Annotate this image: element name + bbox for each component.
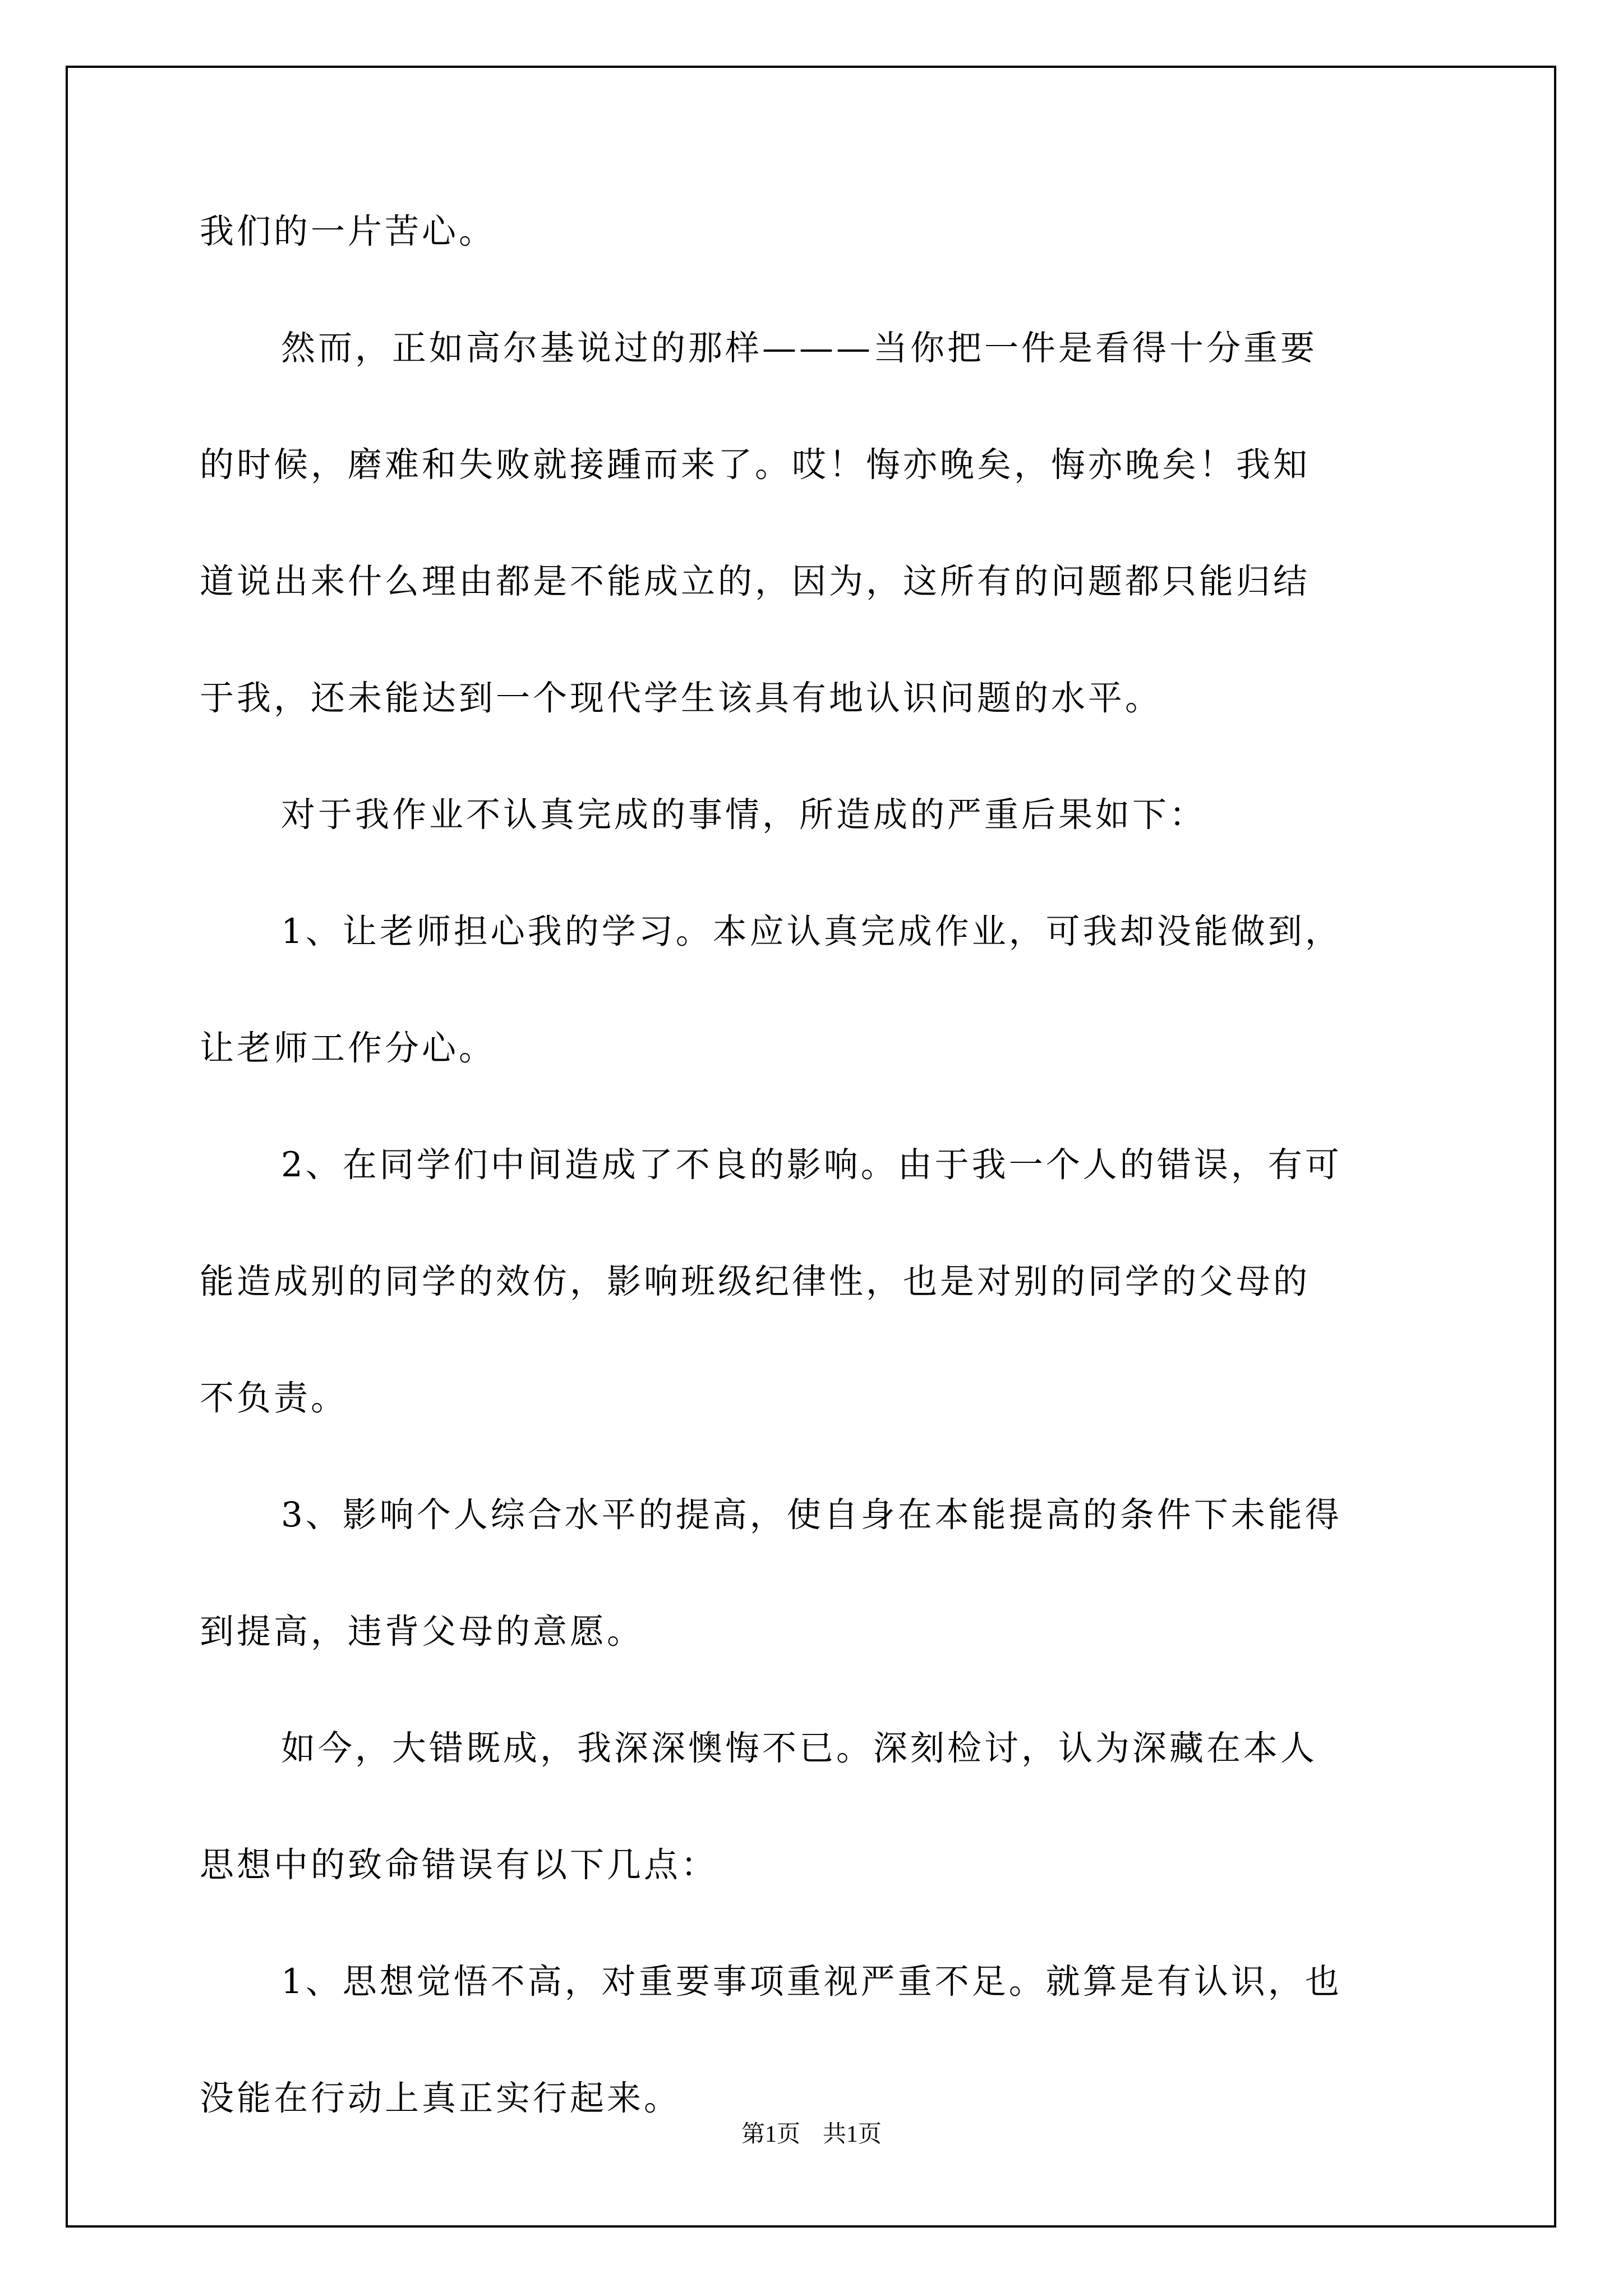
text-line: 3、影响个人综合水平的提高，使自身在本能提高的条件下未能得 — [281, 1495, 1342, 1535]
total-pages-label: 共1页 — [823, 2122, 882, 2147]
text-line: 到提高，违背父母的意愿。 — [200, 1612, 644, 1651]
text-line: 道说出来什么理由都是不能成立的，因为，这所有的问题都只能归结 — [200, 562, 1311, 601]
text-line: 于我，还未能达到一个现代学生该具有地认识问题的水平。 — [200, 678, 1163, 718]
text-line: 1、思想觉悟不高，对重要事项重视严重不足。就算是有认识，也 — [281, 1962, 1342, 2001]
text-line: 对于我作业不认真完成的事情，所造成的严重后果如下： — [281, 795, 1207, 835]
text-line: 我们的一片苦心。 — [200, 211, 496, 251]
text-line: 然而，正如高尔基说过的那样———当你把一件是看得十分重要 — [281, 328, 1318, 368]
text-line: 不负责。 — [200, 1378, 348, 1418]
text-line: 的时候，磨难和失败就接踵而来了。哎！悔亦晚矣，悔亦晚矣！我知 — [200, 445, 1311, 485]
page-footer — [0, 2120, 1623, 2148]
text-line: 让老师工作分心。 — [200, 1028, 496, 1068]
text-line: 2、在同学们中间造成了不良的影响。由于我一个人的错误，有可 — [281, 1145, 1342, 1185]
text-line: 没能在行动上真正实行起来。 — [200, 2078, 681, 2118]
current-page-label: 第1页 — [741, 2122, 800, 2147]
text-line: 能造成别的同学的效仿，影响班级纪律性，也是对别的同学的父母的 — [200, 1262, 1311, 1301]
text-line: 如今，大错既成，我深深懊悔不已。深刻检讨，认为深藏在本人 — [281, 1728, 1318, 1768]
text-line: 思想中的致命错误有以下几点： — [200, 1845, 718, 1885]
text-line: 1、让老师担心我的学习。本应认真完成作业，可我却没能做到， — [281, 912, 1342, 951]
